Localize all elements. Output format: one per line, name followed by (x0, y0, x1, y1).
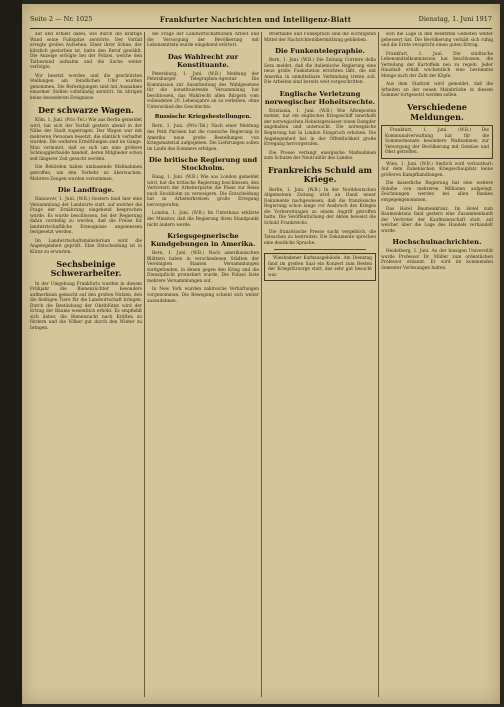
article-columns (30, 32, 492, 697)
column-rule (261, 32, 262, 697)
article-paragraph: Hannover, 1. Juni. (W.B.) Gestern fand hier eine Versammlung der Landwirte statt, auf welcher die Frage der Ernährung eingehend besprochen wurde. Es wurde beschlossen, bei der Regierung dahin vorstellig zu werden, daß die Preise für landwirtschaftliche Erzeugnisse angemessen festgesetzt werden. (30, 197, 142, 236)
article-paragraph: Frankfurt, 1. Juni. Die städtische Lebensmittelkommission hat beschlossen, die Verteilung der Kartoffeln neu zu regeln. Jeder Haushalt erhält wöchentlich eine bestimmte Menge nach der Zahl der Köpfe. (381, 51, 493, 79)
article-headline: Die Funkentelegraphie. (275, 47, 365, 56)
scan-border (0, 0, 22, 707)
article-paragraph: Die kaiserliche Regierung hat eine weitere Anleihe von mehreren Millionen aufgelegt. Zeichnungen werden bei allen Banken entgegengenommen. (381, 181, 493, 204)
article-paragraph: Petersburg, 1. Juni. (W.B.) Meldung der Petersburger Telegraphen-Agentur. Die Kommission zur Ausarbeitung des Wahlgesetzes für die konstituierende Versammlung hat beschlossen, das Wahlrecht allen Bürgern vom vollendeten 20. Lebensjahre an zu verleihen, ohne Unterschied des Geschlechts. (147, 71, 259, 110)
article-headline: Verschiedene Meldungen. (407, 102, 467, 122)
article-paragraph: Im Landwirtschaftsministerium wird die Angelegenheit geprüft. Eine Entscheidung ist in Kürze zu erwarten. (30, 238, 142, 255)
article-paragraph: Die Presse verlangt energische Maßnahmen zum Schutze der Neutralität des Landes. (264, 150, 376, 162)
column-rule (378, 32, 379, 697)
article-paragraph: Wir besetzt worden und die geschützten Stellungen am feindlichen Ufer wurden genommen. Die Befestigungen sind mit Ausnahme einzelner Stellen vollständig zerstört. Im übrigen keine besonderen Ereignisse. (30, 73, 142, 102)
newspaper-page (22, 4, 500, 704)
article-paragraph: Bern, 1. Juni. (W.B.) Die Zeitung Corriere della Sera meldet, daß die italienische Regierung eine neue große Funkstation errichten läßt, die mit Amerika in unmittelbare Verbindung treten soll. Die Arbeiten sind bereits weit vorgeschritten. (264, 58, 376, 86)
article-paragraph: sich die Lage in den besetzten Gebieten weiter gebessert hat. Die Bevölkerung verhält sich ruhig und die Ernte verspricht einen guten Ertrag. (381, 32, 493, 49)
article-paragraph: London, 1. Juni. (W.B.) Im Unterhaus erklärte der Minister, daß die Regierung ihren Standpunkt nicht ändern werde. (147, 211, 259, 228)
article-headline: Kriegsgegnerische Kundgebungen in Amerika. (150, 232, 256, 249)
page-date: Dienstag, 1. Juni 1917 (418, 15, 492, 23)
article-paragraph: In der Umgebung Frankfurts wurden in diesem Frühjahr die Bienenzüchter besonders aufmerksam gemacht auf den großen Nutzen, den die fleißigen Tiere für die Landwirtschaft bringen. Durch die Bestäubung der Obstblüten wird der Ertrag der Bäume wesentlich erhöht. Es empfiehlt sich daher, die Bienenzucht nach Kräften zu fördern und die Völker gut durch den Winter zu bringen. (30, 281, 142, 331)
column-3 (264, 32, 376, 697)
article-paragraph: Heidelberg, 1. Juni. An der hiesigen Universität wurde Professor Dr. Müller zum ordentlichen Professor ernannt. Er wird im kommenden Semester Vorlesungen halten. (381, 249, 493, 271)
section-divider (274, 249, 366, 250)
masthead: Frankfurter Nachrichten und Intelligenz-Blatt (159, 14, 352, 24)
article-paragraph: Köln, 1. Juni. (Priv.-Tel.) Wie aus Berlin gemeldet wird, hat sich der Vorfall gestern abend in der Nähe der Stadt zugetragen. Der Wagen war mit mehreren Personen besetzt, die sämtlich verhaftet wurden. Die weiteren Ermittlungen sind im Gange. Man vermutet, daß es sich um eine größere Schmugglerbande handelt, deren Mitglieder schon seit längerer Zeit gesucht werden. (30, 118, 142, 162)
article-paragraph: Brieftaube und Funkspruch sind die wichtigsten Mittel der Nachrichtenübermittlung geblieben. (264, 32, 376, 43)
article-headline: Der schwarze Wagen. (38, 104, 134, 115)
column-rule (144, 32, 145, 697)
article-paragraph: Bern, 1. Juni. (Priv.-Tel.) Nach einer Meldung des Petit Parisien hat die russische Regierung in Amerika neue große Bestellungen von Kriegsmaterial aufgegeben. Die Lieferungen sollen im Laufe des Sommers erfolgen. (147, 124, 259, 152)
article-headline: Russische Kriegsbestellungen. (154, 114, 252, 121)
article-headline: Frankreichs Schuld am Kriege. (268, 164, 372, 185)
boxed-notice: Frankfurt, 1. Juni. (W.B.) Die Kommunalverwaltung hat für die Sommermonate besondere Maßnahmen zur Versorgung der Bevölkerung mit Gemüse und Obst getroffen. (381, 125, 493, 159)
article-paragraph: Die Behörden haben umfassende Maßnahmen getroffen, um den Verkehr zu überwachen. Mehrere Zeugen wurden vernommen. (30, 165, 142, 182)
article-paragraph: Bern, 1. Juni. (W.B.) Nach amerikanischen Blättern haben in verschiedenen Städten der Vereinigten Staaten Versammlungen stattgefunden, in denen gegen den Krieg und die Dienstpflicht protestiert wurde. Die Polizei löste mehrere Versammlungen auf. (147, 251, 259, 284)
article-headline: Das Wahlrecht zur Konstituante. (167, 52, 239, 69)
article-paragraph: Wien, 1. Juni. (W.B.) Amtlich wird verlautbart: Auf dem italienischen Kriegsschauplatz keine größeren Kampfhandlungen. (381, 161, 493, 178)
article-paragraph: die Frage der Landwirtschaftlichen Arbeit und die Versorgung der Bevölkerung mit Lebensmitteln wurde eingehend erörtert. (147, 32, 259, 49)
article-paragraph: Die französische Presse sucht vergeblich, die Tatsachen zu bestreiten. Die Dokumente sprechen eine deutliche Sprache. (264, 229, 376, 246)
article-paragraph: Aus dem Stadtrat wird gemeldet, daß die Arbeiten an der neuen Mainbrücke in diesem Sommer fortgesetzt werden sollen. (381, 82, 493, 99)
page-number: Seite 2 — Nr. 1025 (30, 15, 93, 23)
article-paragraph: Kristiania, 1. Juni. (W.B.) Wie Aftenposten meldet, hat ein englisches Kriegsschiff innerhalb der norwegischen Hoheitsgewässer einen Dampfer angehalten und untersucht. Die norwegische Regierung hat in London Einspruch erhoben. Die Angelegenheit hat in der Öffentlichkeit große Erregung hervorgerufen. (264, 108, 376, 148)
column-4 (381, 32, 493, 697)
article-headline: Hochschulnachrichten. (392, 238, 482, 247)
article-headline: Die britische Regierung und Stockholm. (148, 156, 258, 173)
article-paragraph: auf und erhielt dabei, wie durch die kräftige Wand seine Fußspitze zerstörte. Der Vorfall erregte großes Aufsehen. Einer ihrer Söhne, der kürzlich gestorben ist, hatte den Beruf gewählt. Die Anzeige erfolgte bei der Polizei, welche den Tatbestand aufnahm und die Sache weiter verfolgte. (30, 32, 142, 71)
column-2 (147, 32, 259, 697)
article-headline: Englische Verletzung norwegischer Hoheitsrechte. (264, 89, 376, 106)
article-paragraph: Berlin, 1. Juni. (W.B.) In der Norddeutschen Allgemeinen Zeitung wird an Hand neuer Dokumente nachgewiesen, daß die französische Regierung schon lange vor Ausbruch des Krieges die Vorbereitungen zu einem Angriff getroffen hatte. Die Veröffentlichung der Akten beweist die Schuld Frankreichs. (264, 187, 376, 227)
article-paragraph: In New York wurden zahlreiche Verhaftungen vorgenommen. Die Bewegung scheint sich weiter auszudehnen. (147, 287, 259, 304)
column-1 (30, 32, 142, 697)
article-headline: Sechsbeinige Schwerarbeiter. (50, 258, 122, 279)
article-paragraph: Das Hotel Baumenkranz. Im Hotel zum Baumenkranz fand gestern eine Zusammenkunft der Vertreter der Kaufmannschaft statt, auf welcher über die Lage des Handels verhandelt wurde. (381, 206, 493, 234)
boxed-notice: Wiesbadener Kurhausgebäude. Am Dienstag fand im großen Saal ein Konzert zum Besten der Kriegsfürsorge statt, das sehr gut besucht war. (264, 253, 376, 281)
article-headline: Die Landfrage. (57, 186, 115, 195)
page-header (30, 10, 492, 29)
article-paragraph: Haag, 1. Juni. (W.B.) Wie aus London gemeldet wird, hat die britische Regierung beschlossen, den Vertretern der Arbeiterpartei die Pässe zur Reise nach Stockholm zu verweigern. Die Entscheidung hat in Arbeiterkreisen große Erregung hervorgerufen. (147, 175, 259, 208)
